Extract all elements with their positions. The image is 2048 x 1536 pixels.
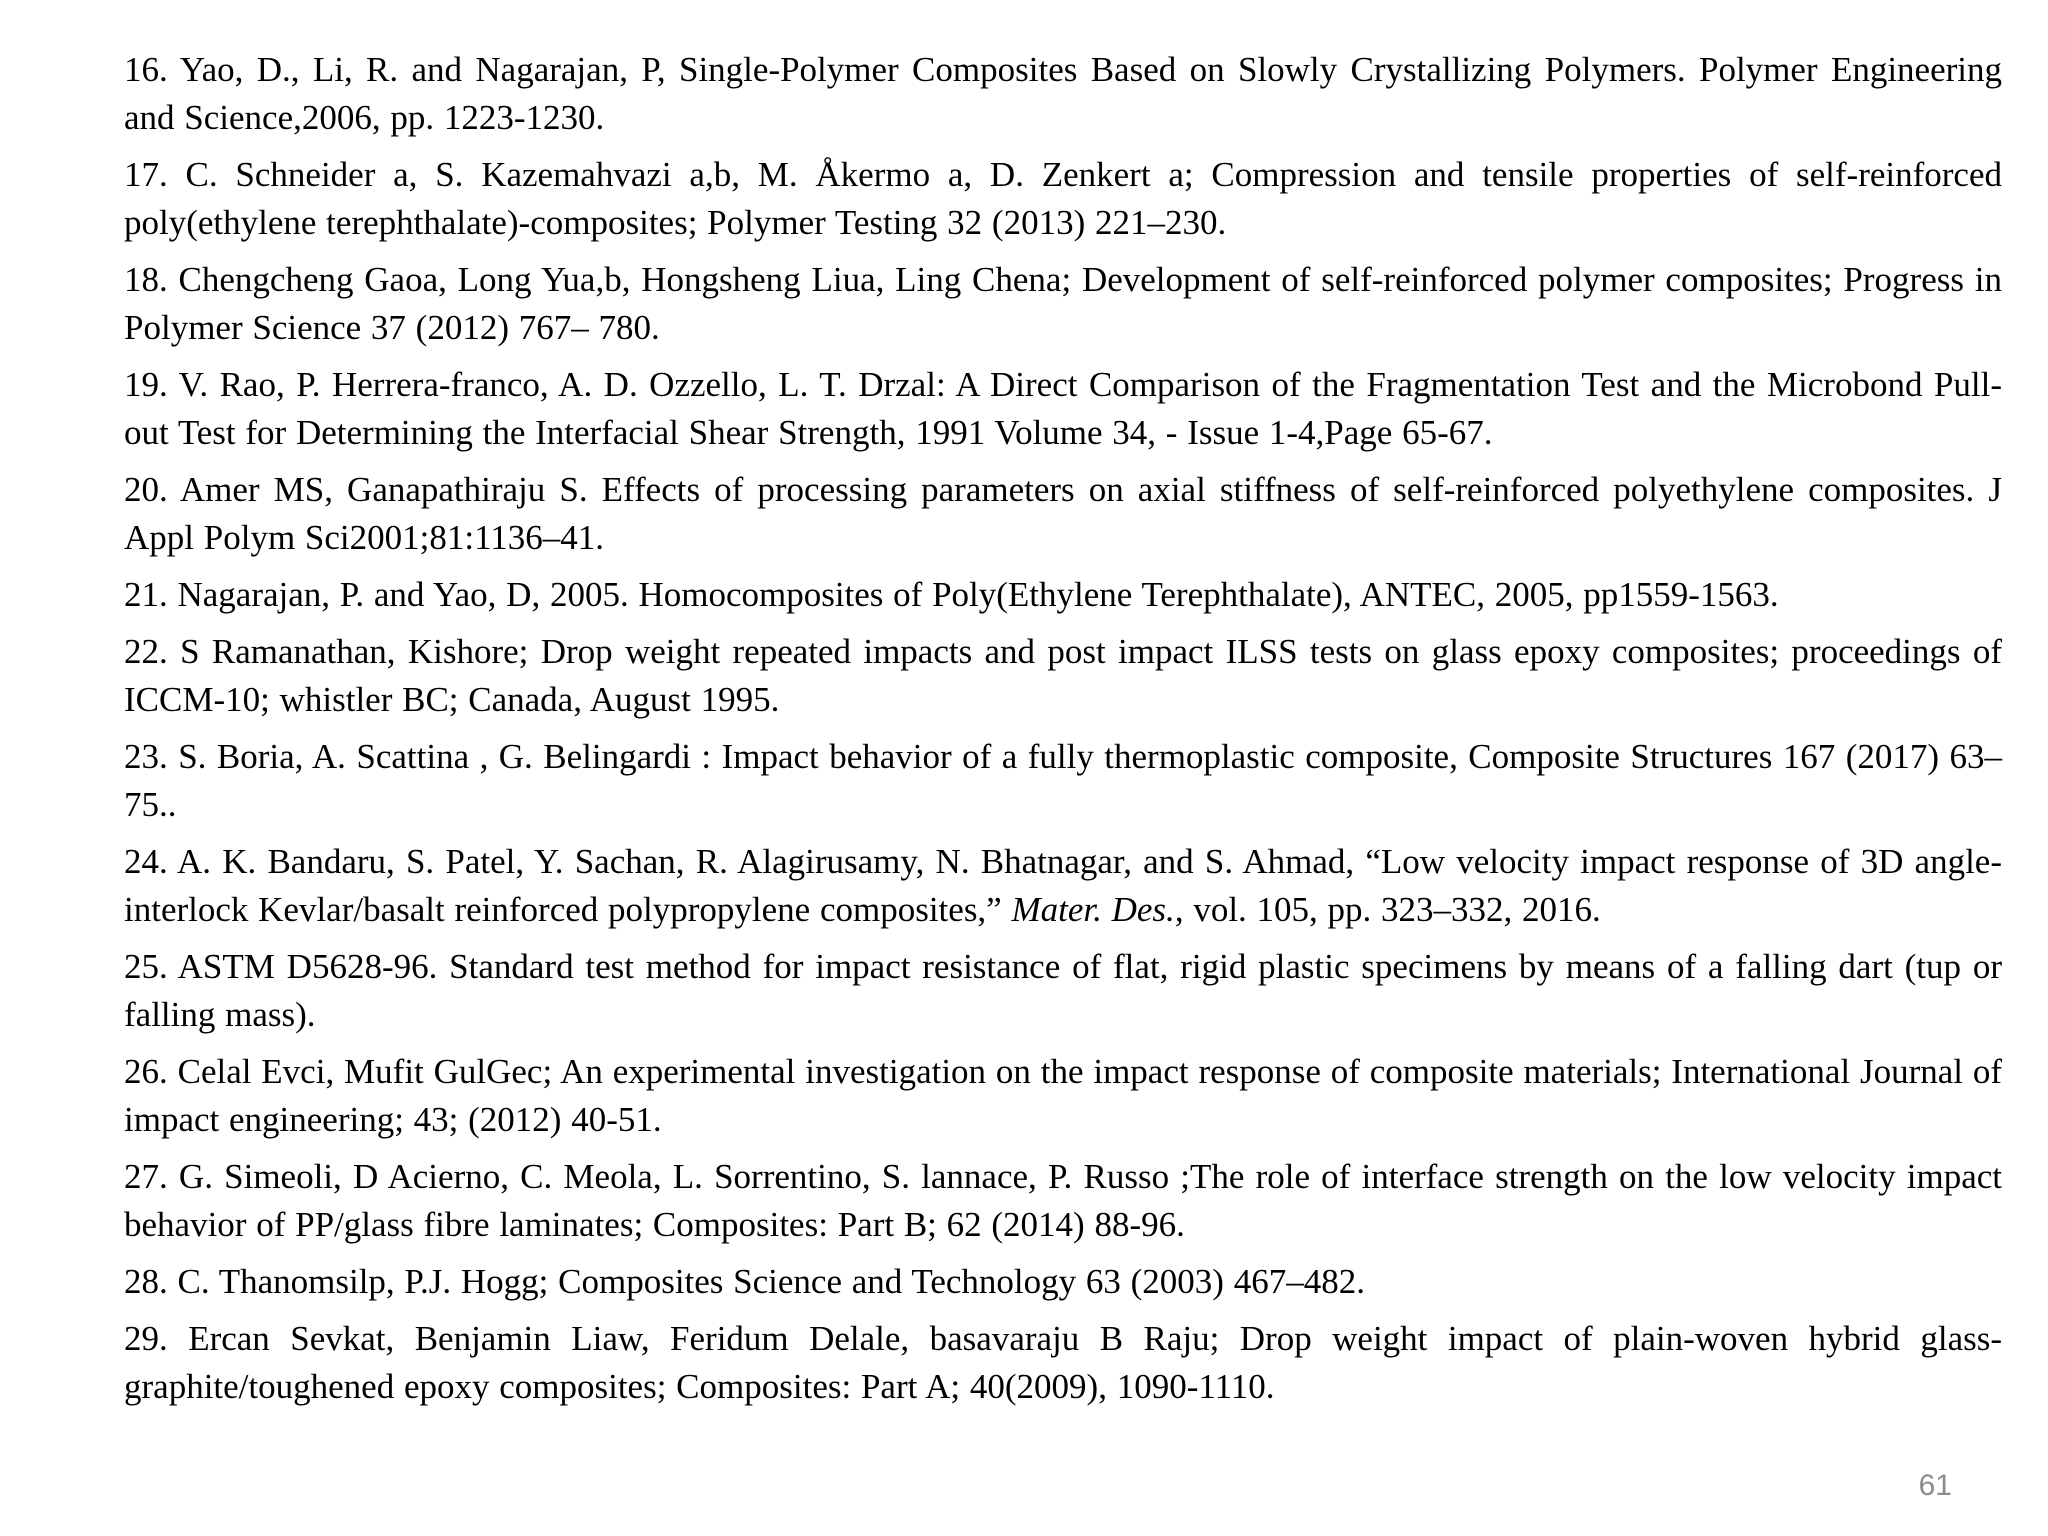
reference-text: 22. S Ramanathan, Kishore; Drop weight repeated impacts and post impact ILSS tests on glass epoxy composites; proceedings of ICCM-10; whistler BC; Canada, August 1995. <box>124 632 2002 719</box>
reference-item <box>124 628 2002 724</box>
reference-text-after: , vol. 105, pp. 323–332, 2016. <box>1174 890 1601 929</box>
reference-text: 25. ASTM D5628-96. Standard test method for impact resistance of flat, rigid plastic specimens by means of a falling dart (tup or falling mass). <box>124 947 2002 1034</box>
reference-text: 27. G. Simeoli, D Acierno, C. Meola, L. Sorrentino, S. lannace, P. Russo ;The role of interface strength on the low velocity impact behavior of PP/glass fibre laminates; Composites: Part B; 62 (2014) 88-96. <box>124 1157 2002 1244</box>
page-number: 61 <box>1918 1469 1952 1502</box>
reference-item <box>124 361 2002 457</box>
reference-item <box>124 466 2002 562</box>
reference-text-before: 24. A. K. Bandaru, S. Patel, Y. Sachan, R. Alagirusamy, N. Bhatnagar, and S. Ahmad, “Low velocity impact response of 3D angle-interlock Kevlar/basalt reinforced polypropylene composites,” <box>124 842 2002 929</box>
reference-item <box>124 571 2002 619</box>
reference-list <box>124 46 2002 1420</box>
reference-item <box>124 733 2002 829</box>
reference-item <box>124 943 2002 1039</box>
reference-text: 17. C. Schneider a, S. Kazemahvazi a,b, M. Åkermo a, D. Zenkert a; Compression and tensile properties of self-reinforced poly(ethylene terephthalate)-composites; Polymer Testing 32 (2013) 221–230. <box>124 155 2002 242</box>
reference-item <box>124 1315 2002 1411</box>
reference-text: 23. S. Boria, A. Scattina , G. Belingardi : Impact behavior of a fully thermoplastic composite, Composite Structures 167 (2017) 63–75.. <box>124 737 2002 824</box>
reference-item <box>124 151 2002 247</box>
reference-journal-italic: Mater. Des. <box>1011 890 1175 929</box>
reference-text: 16. Yao, D., Li, R. and Nagarajan, P, Single-Polymer Composites Based on Slowly Crystallizing Polymers. Polymer Engineering and Science,2006, pp. 1223-1230. <box>124 50 2002 137</box>
reference-text: 18. Chengcheng Gaoa, Long Yua,b, Hongsheng Liua, Ling Chena; Development of self-reinforced polymer composites; Progress in Polymer Science 37 (2012) 767– 780. <box>124 260 2002 347</box>
reference-item <box>124 1048 2002 1144</box>
reference-item <box>124 46 2002 142</box>
reference-text: 20. Amer MS, Ganapathiraju S. Effects of processing parameters on axial stiffness of self-reinforced polyethylene composites. J Appl Polym Sci2001;81:1136–41. <box>124 470 2002 557</box>
reference-item <box>124 256 2002 352</box>
reference-text: 21. Nagarajan, P. and Yao, D, 2005. Homocomposites of Poly(Ethylene Terephthalate), ANTEC, 2005, pp1559-1563. <box>124 575 1779 614</box>
reference-item <box>124 838 2002 934</box>
reference-item <box>124 1153 2002 1249</box>
reference-text: 19. V. Rao, P. Herrera-franco, A. D. Ozzello, L. T. Drzal: A Direct Comparison of the Fragmentation Test and the Microbond Pull-out Test for Determining the Interfacial Shear Strength, 1991 Volume 34, - Issue 1-4,Page 65-67. <box>124 365 2002 452</box>
reference-text: 28. C. Thanomsilp, P.J. Hogg; Composites Science and Technology 63 (2003) 467–482. <box>124 1262 1365 1301</box>
reference-item <box>124 1258 2002 1306</box>
reference-text: 26. Celal Evci, Mufit GulGec; An experimental investigation on the impact response of composite materials; International Journal of impact engineering; 43; (2012) 40-51. <box>124 1052 2002 1139</box>
reference-text: 29. Ercan Sevkat, Benjamin Liaw, Feridum Delale, basavaraju B Raju; Drop weight impact of plain-woven hybrid glass-graphite/toughened epoxy composites; Composites: Part A; 40(2009), 1090-1110. <box>124 1319 2002 1406</box>
